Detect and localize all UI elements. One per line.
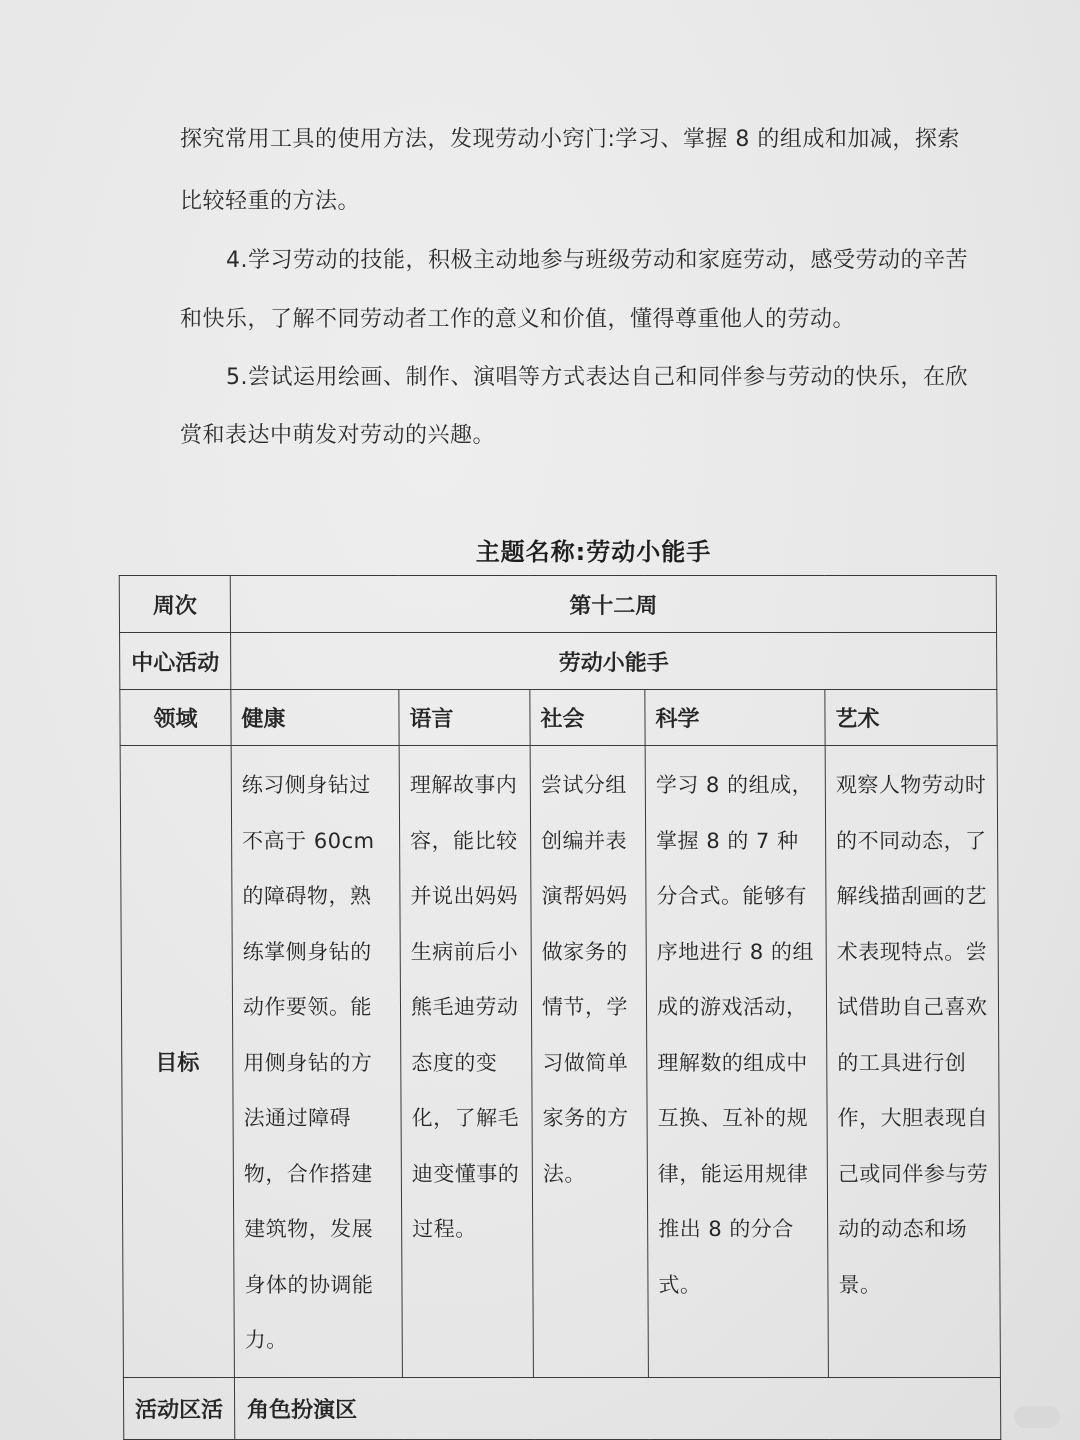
intro-line: 和快乐，了解不同劳动者工作的意义和价值，懂得尊重他人的劳动。: [180, 307, 856, 332]
area-row: [123, 1377, 1000, 1439]
area-label: 活动区活: [123, 1377, 234, 1439]
intro-line: 4.学习劳动的技能，积极主动地参与班级劳动和家庭劳动，感受劳动的辛苦: [226, 248, 968, 273]
plan-table: [119, 575, 1002, 1440]
intro-line: 5.尝试运用绘画、制作、演唱等方式表达自己和同伴参与劳动的快乐，在欣: [226, 365, 968, 390]
goal-language: [399, 746, 533, 1378]
watermark-badge: [1014, 1406, 1060, 1428]
goal-science-text: 学习 8 的组成，掌握 8 的 7 种分合式。能够有序地进行 8 的组成的游戏活动，理解数的组成中互换、互补的规律，能运用规律推出 8 的分合式。: [655, 773, 814, 1297]
area-value: 角色扮演区: [234, 1377, 1000, 1439]
theme-title: 主题名称:劳动小能手: [475, 538, 712, 566]
domain-society: 社会: [530, 690, 645, 746]
center-activity-row: [120, 633, 997, 690]
goal-language-text: 理解故事内容，能比较并说出妈妈生病前后小熊毛迪劳动态度的变化，了解毛迪变懂事的过程。: [409, 773, 520, 1241]
intro-line: 探究常用工具的使用方法，发现劳动小窍门:学习、掌握 8 的组成和加减，探索: [180, 127, 960, 152]
week-label: 周次: [119, 576, 230, 633]
goal-health-text: 练习侧身钻过不高于 60cm 的障碍物，熟练掌侧身钻的动作要领。能用侧身钻的方法通过障碍物，合作搭建建筑物，发展身体的协调能力。: [241, 773, 375, 1352]
goal-society-text: 尝试分组创编并表演帮妈妈做家务的情节，学习做简单家务的方法。: [540, 773, 629, 1186]
goal-art-text: 观察人物劳动时的不同动态，了解线描刮画的艺术表现特点。尝试借助自己喜欢的工具进行创作，大胆表现自己或同伴参与劳动的动态和场景。: [835, 773, 989, 1297]
intro-line: 赏和表达中萌发对劳动的兴趣。: [180, 423, 496, 448]
goal-society: [530, 746, 648, 1378]
goal-row: [120, 746, 1000, 1378]
week-row: [119, 576, 996, 633]
center-activity-value: 劳动小能手: [231, 633, 997, 690]
goal-science: [645, 746, 828, 1378]
goal-art: [825, 746, 1000, 1378]
domain-language: 语言: [399, 690, 530, 746]
intro-line: 比较轻重的方法。: [180, 189, 361, 214]
goal-label: 目标: [120, 746, 234, 1378]
domain-row: [120, 690, 997, 746]
domain-health: 健康: [231, 690, 399, 746]
domain-science: 科学: [645, 690, 825, 746]
center-activity-label: 中心活动: [120, 633, 231, 690]
domain-label: 领域: [120, 690, 231, 746]
week-value: 第十二周: [230, 576, 996, 633]
domain-art: 艺术: [825, 690, 997, 746]
goal-health: [231, 746, 402, 1378]
